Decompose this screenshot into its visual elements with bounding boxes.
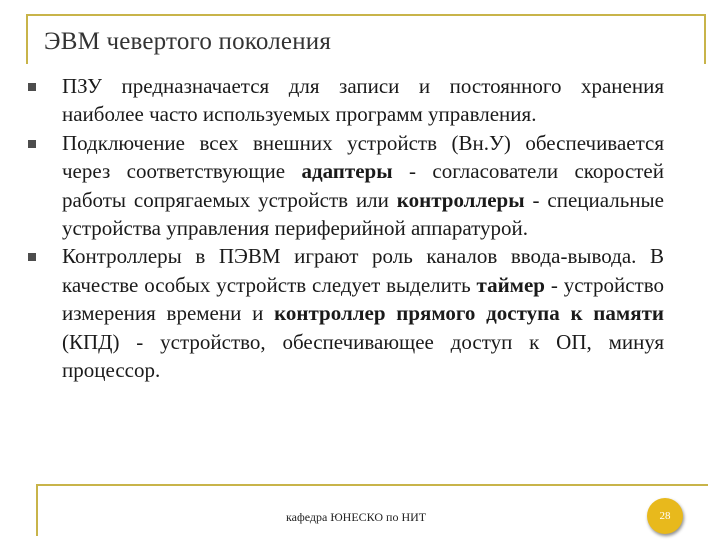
text-run: - устройство измерения времени и <box>62 272 664 326</box>
bullet-text <box>62 244 664 382</box>
bold-term: контроллер прямого доступа к памяти <box>274 301 664 326</box>
page-number: 28 <box>659 510 671 522</box>
bottom-frame-line <box>36 484 708 486</box>
bullet-item-2 <box>28 129 664 243</box>
left-frame-line <box>26 14 28 64</box>
bullet-list <box>28 72 664 384</box>
text-run: Подключение всех внешних устройств (Вн.У) обеспечивается через соответствующие <box>62 130 664 184</box>
text-run: - согласователи скоростей работы сопрягаемых устройств или <box>62 159 664 212</box>
bold-term: адаптеры <box>301 159 393 184</box>
bullet-square-icon <box>28 253 36 261</box>
bold-term: контроллеры <box>396 187 525 212</box>
text-run: (КПД) - устройство, обеспечивающее доступ к ОП, минуя процессор. <box>62 329 664 383</box>
right-frame-line <box>704 14 706 64</box>
text-run: - специальные устройства управления периферийной аппаратурой. <box>62 187 664 241</box>
bullet-item-1 <box>28 72 664 129</box>
footer-text: кафедра ЮНЕСКО по НИТ <box>286 510 427 524</box>
top-frame-line <box>26 14 706 16</box>
text-run: Контроллеры в ПЭВМ играют роль каналов ввода-вывода. В качестве особых устройств следует выделить <box>62 244 664 297</box>
bullet-square-icon <box>28 83 36 91</box>
slide-title: ЭВМ чевертого поколения <box>44 28 332 55</box>
bottom-left-frame-line <box>36 486 38 536</box>
bullet-text <box>62 74 664 126</box>
page-number-badge <box>647 498 683 534</box>
text-run: ПЗУ предназначается для записи и постоянного хранения наиболее часто используемых программ управления. <box>62 74 664 127</box>
bullet-square-icon <box>28 140 36 148</box>
bold-term: таймер <box>476 272 545 297</box>
bullet-text <box>62 131 664 240</box>
bullet-item-3 <box>28 242 664 384</box>
